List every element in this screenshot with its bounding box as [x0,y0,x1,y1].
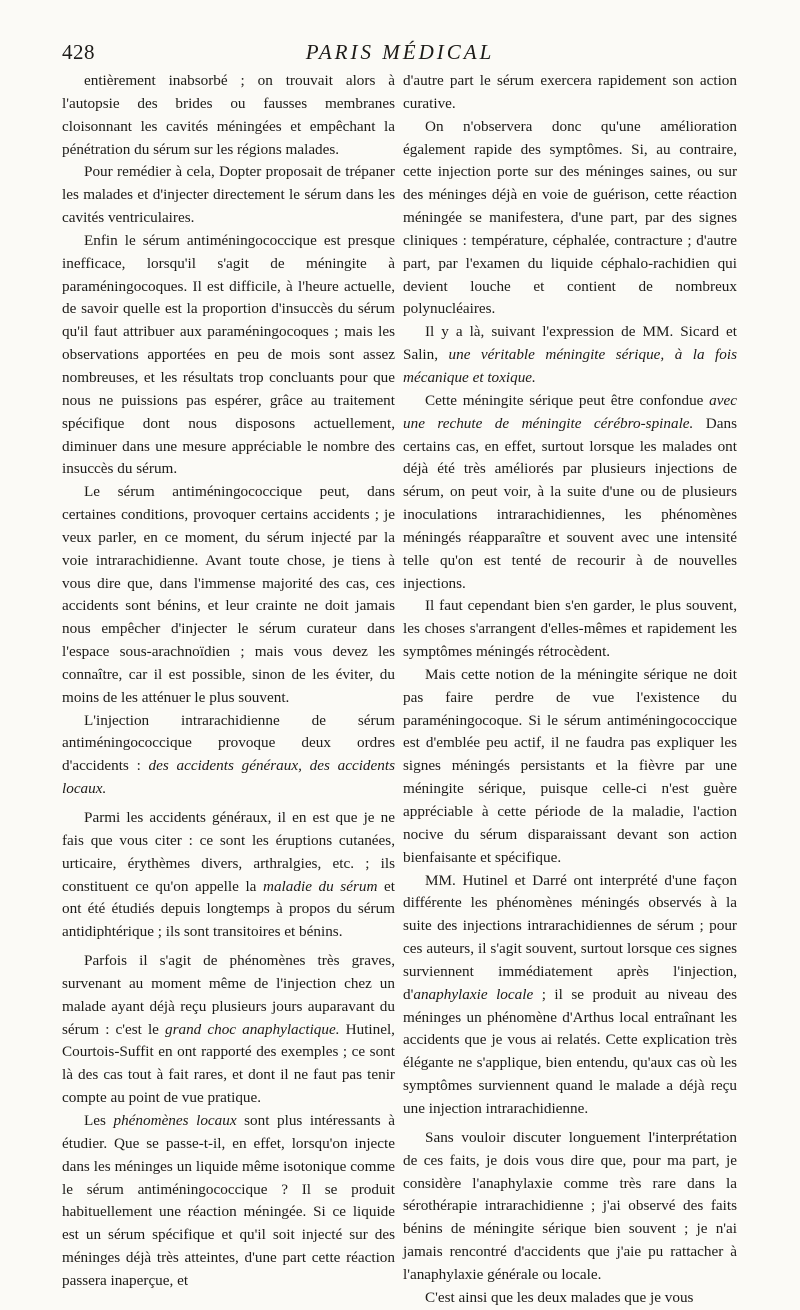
text-run: Les [84,1111,114,1129]
text-run: MM. Hutinel et Darré ont interprété d'une façon différente les phénomènes méningés observés à la suite des injections intrarachidiennes de sérum ; pour ces auteurs, il s'agit souvent, surtout lorsque ces signes surviennent immédiatement après l'injection, d' [403,871,737,1003]
right-column [403,70,737,1310]
paragraph [62,950,395,1110]
italic-text: maladie du sérum [263,877,378,895]
paragraph [62,807,395,944]
text-run: Mais cette notion de la méningite sérique ne doit pas faire perdre de vue l'existence du paraméningocoque. Si le sérum antiméningococcique est d'emblée peu actif, il ne faudra pas expliquer les signes méningés persistants et la fièvre par une méningite sérique, puisque celle-ci n'est guère appréciable à cette période de la maladie, l'action nocive du sérum disparaissant devant son action bienfaisante et spécifique. [403,665,737,866]
journal-title: PARIS MÉDICAL [305,40,495,64]
text-run: Enfin le sérum antiméningococcique est presque inefficace, lorsqu'il s'agit de méningite à paraméningocoques. Il est difficile, à l'heure actuelle, de savoir quelle est la proportion d'insuccès du sérum qu'il faut attribuer aux paraméningocoques ; mais les observations apportées en peu de mois sont assez nombreuses, et les résultats trop concluants pour que nous ne puissions pas espérer, grâce au traitement spécifique dont nous disposons actuellement, diminuer dans une mesure appréciable le nombre des insuccès du sérum. [62,231,395,478]
text-run: Parfois il s'agit de phénomènes très graves, survenant au moment même de l'injection chez un malade ayant déjà reçu plusieurs jours auparavant du sérum : c'est le [62,952,395,1038]
text-run: entièrement inabsorbé ; on trouvait alors à l'autopsie des brides ou fausses membranes cloisonnant les cavités méningées et empêchant la pénétration du sérum sur les régions malades. [62,72,395,158]
text-run: L'injection intrarachidienne de sérum antiméningococcique provoque deux ordres d'accidents : [62,711,395,775]
text-run: Dans certains cas, en effet, surtout lorsque les malades ont déjà été très améliorés par plusieurs injections de sérum, on peut voir, à la suite d'une ou de plusieurs inoculations intrarachidiennes, les phénomènes méningés réapparaître et souvent avec une intensité telle qu'on est tenté de recourir à de nouvelles injections. [403,414,737,592]
text-run: et ont été étudiés depuis longtemps à propos du sérum antidiphtérique ; ils sont transitoires et bénins. [62,877,395,941]
italic-text: avec une rechute de méningite cérébro-spinale. [403,391,737,432]
text-run: d'autre part le sérum exercera rapidement son action curative. [403,72,737,112]
text-run: Pour remédier à cela, Dopter proposait de trépaner les malades et d'injecter directement le sérum dans les cavités ventriculaires. [62,163,395,227]
text-run: Hutinel, Courtois-Suffit en ont rapporté des exemples ; ce sont là des cas tout à fait rares, et dont il ne faut pas tenir compte au point de vue pratique. [62,1020,395,1107]
paragraph [62,481,395,709]
paragraph [62,70,395,161]
paragraph [403,870,737,1121]
paragraph [403,116,737,322]
paragraph [403,664,737,870]
italic-text: une véritable méningite sérique, à la fois mécanique et toxique. [403,346,737,386]
paragraph [62,710,395,801]
paragraph [403,70,737,116]
text-run: Il y a là, suivant l'expression de MM. Sicard et Salin, [403,323,737,364]
text-run: C'est ainsi que les deux malades que je vous [425,1288,694,1306]
text-run: Cette méningite sérique peut être confondue [425,391,710,409]
paragraph [403,1127,737,1287]
italic-text: phénomènes locaux [113,1111,237,1129]
text-run: Parmi les accidents généraux, il en est que je ne fais que vous citer : ce sont les éruptions cutanées, urticaire, érythèmes divers, arthralgies, etc. ; ils constituent ce qu'on appelle la [62,809,395,895]
italic-text: des accidents généraux, des accidents locaux. [62,757,395,798]
text-run: Il faut cependant bien s'en garder, le plus souvent, les choses s'arrangent d'elles-mêmes et rapidement les symptômes méningés rétrocèdent. [403,597,737,661]
page-header [62,40,738,70]
left-column [62,70,395,1293]
page-number: 428 [62,40,95,64]
paragraph [62,1110,395,1293]
paragraph [62,161,395,230]
text-run: Le sérum antiméningococcique peut, dans certaines conditions, provoquer certains accidents ; je veux parler, en ce moment, du sérum injecté par la voie intrarachidienne. Avant toute chose, je tiens à vous dire que, dans l'immense majorité des cas, ces accidents sont bénins, et leur crainte ne doit jamais nous empêcher d'injecter le sérum curateur dans l'espace sous-arachnoïdien ; mais vous devez les connaître, car il est possible, sinon de les éviter, du moins de les atténuer le plus souvent. [62,483,395,706]
text-run: ; il se produit au niveau des méninges un phénomène d'Arthus local entraînant les accidents que je vous ai relatés. Cette explication très élégante ne s'applique, bien entendu, qu'aux cas où les symptômes surviennent quand le malade a déjà reçu une injection intrarachidienne. [403,985,737,1117]
paragraph [62,230,395,481]
paragraph [403,390,737,596]
italic-text: anaphylaxie locale [413,985,534,1003]
text-run: sont plus intéressants à étudier. Que se passe-t-il, en effet, lorsqu'on injecte dans les méninges un liquide même isotonique comme le sérum antiméningococcique ? Il se produit habituellement une réaction méningée. Si ce liquide est un sérum spécifique et qu'il soit injecté sur des méninges déjà très atteintes, d'une part cette réaction passera inaperçue, et [62,1111,396,1289]
text-run: Sans vouloir discuter longuement l'interprétation de ces faits, je dois vous dire que, pour ma part, je considère l'anaphylaxie comme très rare dans la sérothérapie intrarachidienne ; j'ai observé des faits bénins de méningite sérique bien souvent ; je n'ai jamais rencontré d'accidents que j'aie pu rattacher à l'anaphylaxie générale ou locale. [403,1128,737,1283]
paragraph [403,595,737,664]
text-run: On n'observera donc qu'une amélioration également rapide des symptômes. Si, au contraire, cette injection porte sur des méninges saines, ou sur des méninges déjà en voie de guérison, cette réaction méningée se manifestera, d'une part, par des signes cliniques : température, céphalée, contracture ; d'autre part, par l'examen du liquide céphalo-rachidien qui devient louche et contient de nombreux polynucléaires. [403,117,737,318]
paragraph [403,1287,737,1310]
italic-text: grand choc anaphylactique. [164,1020,340,1038]
paragraph [403,321,737,390]
